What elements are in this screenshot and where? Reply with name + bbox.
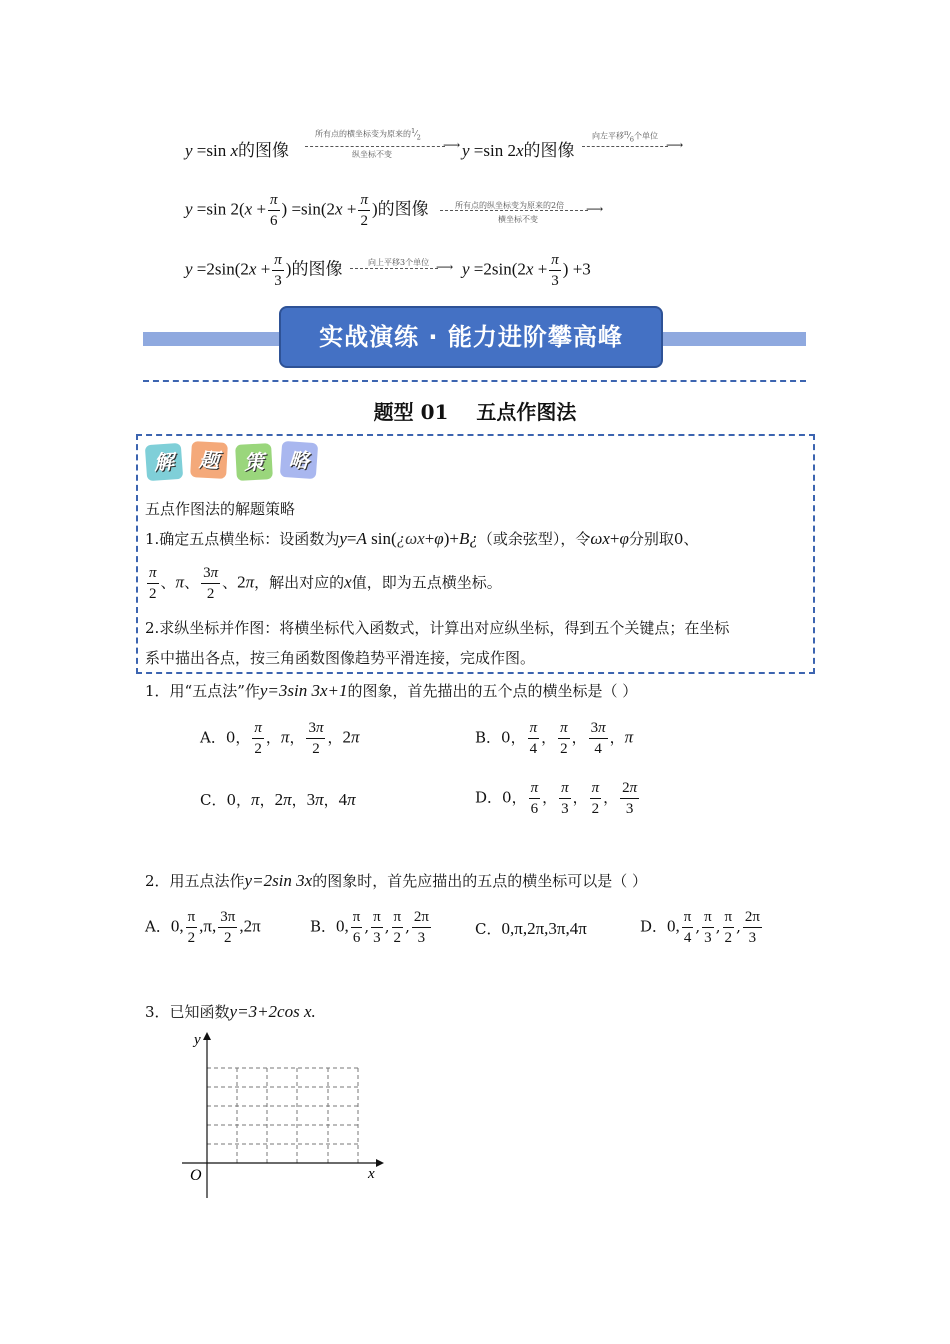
q1-stem: 1．用“五点法”作y=3sin 3x+1的图象，首先描出的五个点的横坐标是（ ） [145, 681, 638, 700]
arrow-head-icon: ⟶ [436, 260, 454, 274]
transform-arrow-4 [350, 268, 438, 269]
arrow-head-icon: ⟶ [666, 138, 684, 152]
transform-arrow-3 [440, 210, 588, 211]
strategy-p1-line1: 1.确定五点横坐标：设函数为y=A sin(¿ωx+φ)+B¿（或余弦型），令ωx+φ分别取0、 [145, 529, 699, 548]
transform-row-3: y =2sin(2x + $\frac{\pi}{3}$ )的图像 [185, 252, 343, 289]
transform-label-1-top: 所有点的横坐标变为原来的$^1⁄_2$ [315, 127, 421, 142]
tile-3: 策 [235, 443, 273, 481]
section-title: 题型 01 五点作图法 [373, 400, 577, 424]
tile-4: 略 [280, 441, 318, 479]
coordinate-grid [180, 1028, 390, 1203]
transform-arrow-1 [305, 146, 445, 147]
q1-option-a[interactable]: A．0， $\frac{\pi}{2}$ ，π， $\frac{3\pi}{2}$ ，2π [200, 720, 360, 757]
arrow-head-icon: ⟶ [586, 202, 604, 216]
q2-option-a[interactable]: A．0, $\frac{\pi}{2}$ ,π, $\frac{3\pi}{2}$ ,2π [145, 909, 261, 946]
strategy-heading: 五点作图法的解题策略 [145, 500, 296, 518]
y-axis-label: y [194, 1032, 201, 1048]
transform-label-1-bottom: 纵坐标不变 [352, 150, 392, 159]
arrow-head-icon: ⟶ [443, 138, 461, 152]
q1-option-d[interactable]: D．0， $\frac{\pi}{6}$ ， $\frac{\pi}{3}$ ， $\frac{\pi}{2}$ ， $\frac{2\pi}{3}$ [475, 780, 638, 817]
divider [143, 380, 806, 382]
grid-lines [207, 1068, 358, 1163]
q3-stem: 3．已知函数y=3+2cos x. [145, 1002, 316, 1021]
strategy-p1-line2: $\frac{\pi}{2}$ 、π、 $\frac{3\pi}{2}$ 、2π，解出对应的x值，即为五点横坐标。 [149, 565, 502, 602]
transform-row-1: y =sin x的图像 [185, 141, 290, 161]
transform-arrow-2 [582, 146, 668, 147]
q2-option-d[interactable]: D．0, $\frac{\pi}{4}$ , $\frac{\pi}{3}$ , $\frac{\pi}{2}$ , $\frac{2\pi}{3}$ [640, 909, 760, 946]
q1-option-c[interactable]: C．0，π，2π，3π，4π [200, 790, 356, 809]
tile-2: 题 [190, 441, 228, 479]
transform-label-4-top: 向上平移3个单位 [368, 258, 430, 267]
transform-label-3-top: 所有点的纵坐标变为原来的2倍 [455, 201, 565, 210]
q1-option-b[interactable]: B．0， $\frac{\pi}{4}$ ， $\frac{\pi}{2}$ ， $\frac{3\pi}{4}$ ，π [475, 720, 634, 757]
strategy-p2-line2: 系中描出各点，按三角函数图像趋势平滑连接，完成作图。 [145, 649, 536, 667]
transform-row-2: y =sin 2(x + $\frac{\pi}{6}$ ) =sin(2x + $\frac{\pi}{2}$ )的图像 [185, 192, 429, 229]
tile-1: 解 [145, 443, 183, 481]
transform-label-2-top: 向左平移$^\pi⁄_6$个单位 [592, 129, 658, 144]
y-axis-arrow-icon [203, 1032, 211, 1040]
transform-row-3-rhs: y =2sin(2x + $\frac{\pi}{3}$ ) +3 [462, 252, 591, 289]
x-axis-arrow-icon [376, 1159, 384, 1167]
q2-stem: 2．用五点法作y=2sin 3x的图象时，首先应描出的五点的横坐标可以是（ ） [145, 871, 647, 890]
q2-option-b[interactable]: B．0, $\frac{\pi}{6}$ , $\frac{\pi}{3}$ , $\frac{\pi}{2}$ , $\frac{2\pi}{3}$ [310, 909, 429, 946]
x-axis-label: x [368, 1166, 375, 1182]
origin-label: O [190, 1167, 202, 1184]
transform-row-1-rhs: y =sin 2x的图像 [462, 141, 575, 161]
q2-option-c[interactable]: C．0,π,2π,3π,4π [475, 919, 587, 938]
strategy-p2-line1: 2.求纵坐标并作图：将横坐标代入函数式，计算出对应纵坐标，得到五个关键点；在坐标 [145, 619, 730, 637]
transform-label-3-bottom: 横坐标不变 [498, 215, 538, 224]
section-banner: 实战演练 · 能力进阶攀高峰 [279, 306, 663, 368]
